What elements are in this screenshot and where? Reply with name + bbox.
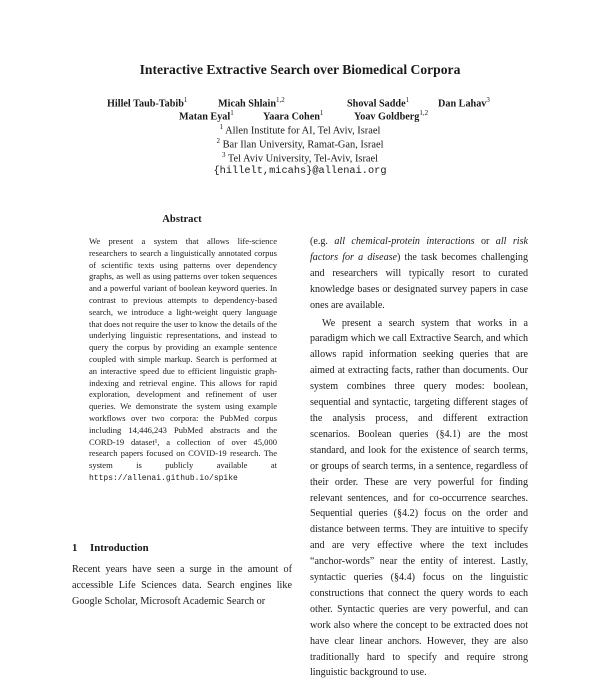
author-name: Matan Eyal$^1$ [179, 109, 234, 123]
author-name: Yaara Cohen$^1$ [263, 109, 324, 123]
abstract-body: We present a system that allows life-science researchers to search a linguistically annotated corpus of scientific texts using patterns over dependency graphs, as well as using patterns over token sequences and a powerful variant of boolean keyword queries. In contrast to previous attempts to dependency-based search, we introduce a light-weight query language that does not require the user to know the details of the underlying linguistic representations, and instead to query the corpus by providing an example sentence coupled with simple markup. Search is performed at an interactive speed due to efficient linguistic graph-indexing and retrieval engine. This allows for rapid exploration, development and refinement of user queries. We demonstrate the system using example workflows over two corpora: the PubMed corpus including 14,446,243 PubMed abstracts and the CORD-19 dataset¹, a collection of over 45,000 research papers focused on COVID-19 research. The system is publicly available at https://allenai.github.io/spike [89, 236, 277, 483]
author-name: Dan Lahav$^3$ [438, 96, 490, 110]
section-heading: 1 Introduction [72, 542, 149, 554]
affiliation: $^1$ Allen Institute for AI, Tel Aviv, Israel [219, 123, 381, 137]
intro-paragraph: Recent years have seen a surge in the amount of accessible Life Sciences data. Search engines like Google Scholar, Microsoft Academic Search or [72, 564, 292, 607]
right-column-text [310, 234, 528, 681]
paragraph: We present a search system that works in a paradigm which we call Extractive Search, and which allows rapid information seeking queries that are aimed at extracting facts, rather than documents. Our system combines three query modes: boolean, sequential and syntactic, targeting different stages of the analysis process, and different extraction scenarios. Boolean queries (§4.1) are the most standard, and look for the existence of search terms, or groups of search terms, in a sentence, regardless of their order. These are very powerful for finding relevant sentences, and for co-occurrence searches. Sequential queries (§4.2) focus on the order and distance between terms. They are intuitive to specify and are very effective where the text includes “anchor-words” near the entity of interest. Lastly, syntactic queries (§4.4) focus on the linguistic constructions that connect the query words to each other. Syntactic queries are very powerful, and can work also where the concept to be extracted does not have clear linear anchors. However, they are also traditionally hard to specify and require strong linguistic background to use. [310, 317, 528, 679]
author-name: Yoav Goldberg$^{1,2}$ [354, 109, 429, 123]
affiliation: $^2$ Bar Ilan University, Ramat-Gan, Israel [216, 137, 384, 151]
author-name: Micah Shlain$^{1,2}$ [218, 96, 285, 110]
author-name: Shoval Sadde$^1$ [347, 96, 410, 110]
affiliation: $^3$ Tel Aviv University, Tel-Aviv, Israel [221, 151, 379, 165]
paragraph: (e.g. all chemical-protein interactions or all risk factors for a disease) the task becomes challenging and researchers will typically resort to curated knowledge bases or designated survey papers in case ones are available. [310, 236, 529, 311]
paper-title: Interactive Extractive Search over Biomedical Corpora [139, 62, 461, 77]
abstract-heading: Abstract [162, 214, 202, 225]
author-name: Hillel Taub-Tabib$^1$ [107, 96, 188, 110]
author-email: {hillelt,micahs}@allenai.org [213, 165, 387, 177]
project-url[interactable]: https://allenai.github.io/spike [89, 473, 238, 483]
